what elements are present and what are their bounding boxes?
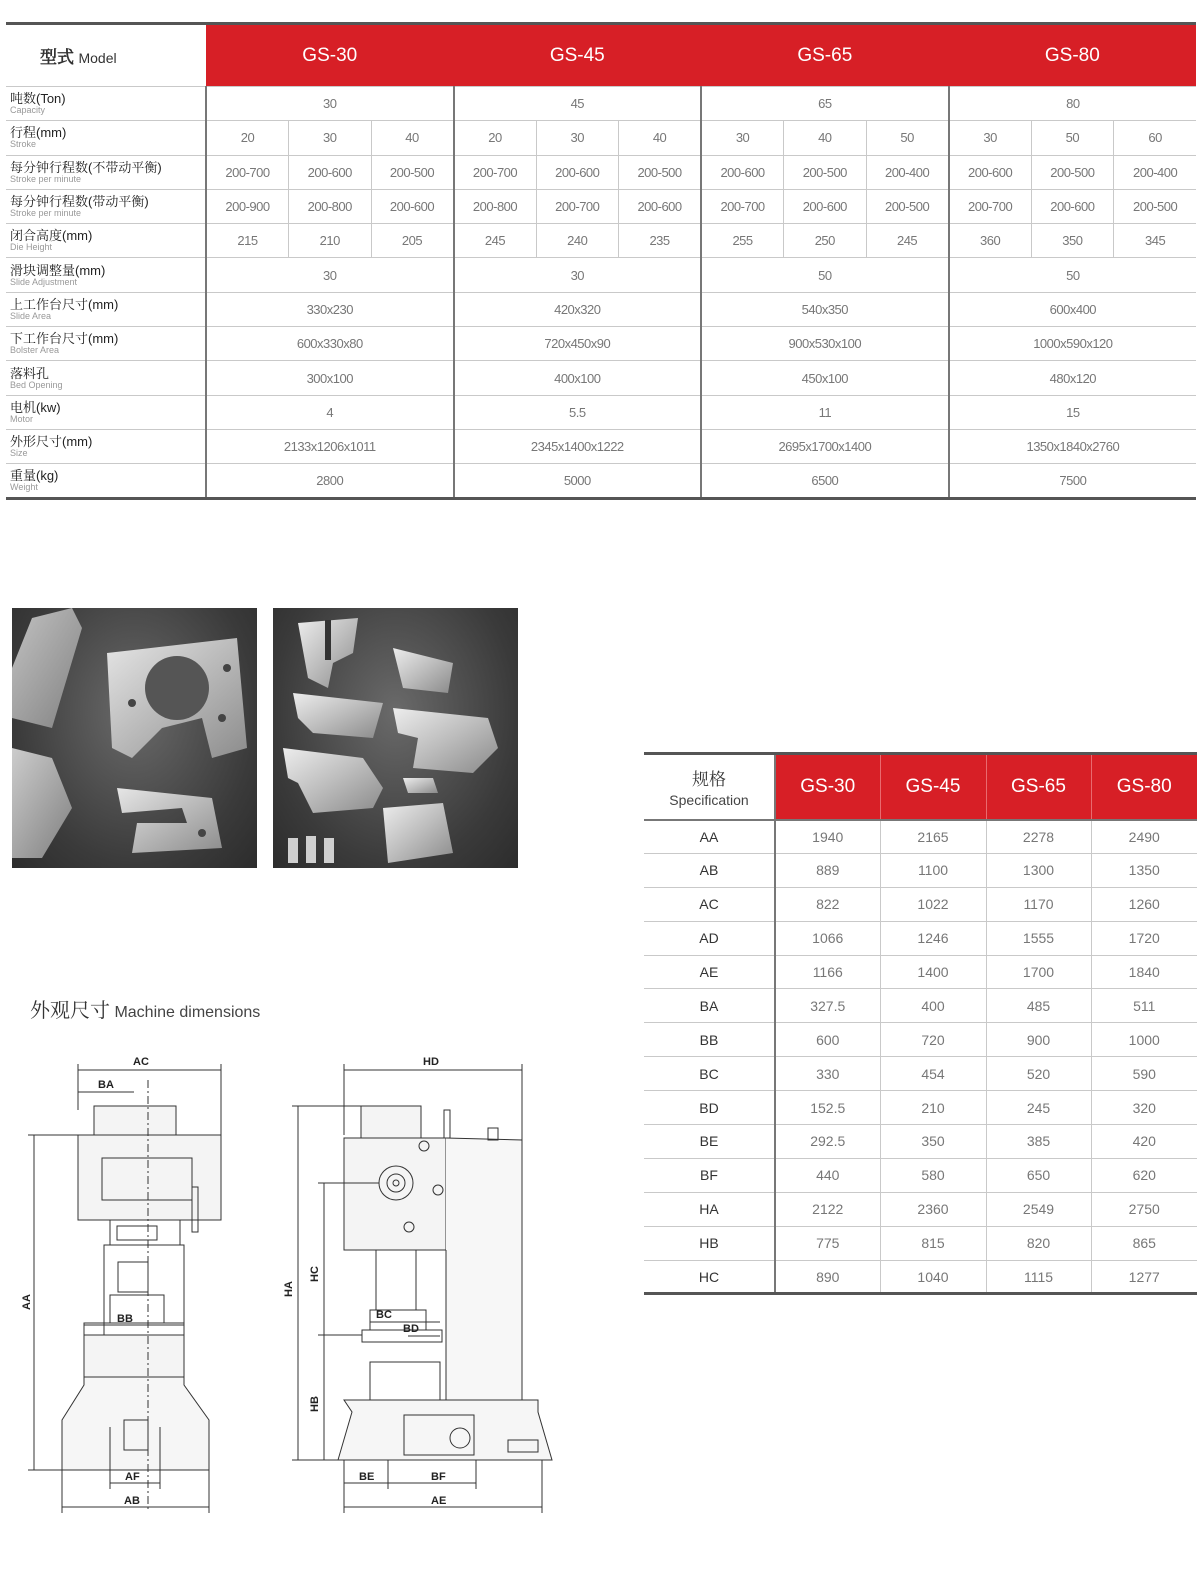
spec-cell: 4 [206, 395, 454, 429]
dim-row [644, 1192, 1197, 1226]
spec-cell: 200-900 [206, 189, 289, 223]
dim-value: 889 [775, 853, 880, 887]
spec-row-label-cn: 每分钟行程数(不带动平衡) [10, 159, 162, 175]
dim-value: 2278 [986, 820, 1091, 854]
spec-cell: 200-500 [1114, 189, 1197, 223]
dim-value: 1720 [1091, 921, 1197, 955]
spec-cell: 600x330x80 [206, 327, 454, 361]
dimensions-title-cn: 外观尺寸 [30, 1000, 110, 1022]
spec-cell: 200-600 [289, 155, 372, 189]
spec-cell: 350 [1031, 224, 1114, 258]
spec-cell: 30 [949, 121, 1032, 155]
dim-value: 1300 [986, 853, 1091, 887]
dim-value: 385 [986, 1125, 1091, 1159]
spec-header-en: Specification [669, 792, 749, 809]
dim-header-gs65: GS-65 [986, 754, 1091, 820]
dim-key: BA [644, 989, 775, 1023]
dim-value: 152.5 [775, 1091, 880, 1125]
stamped-parts-image-2 [273, 608, 518, 868]
dim-value: 2360 [880, 1192, 986, 1226]
dim-value: 1000 [1091, 1023, 1197, 1057]
spec-cell: 50 [1031, 121, 1114, 155]
dimensions-title-en: Machine dimensions [114, 1004, 261, 1021]
spec-cell: 7500 [949, 464, 1197, 498]
side-view-svg [276, 1040, 566, 1520]
spec-cell: 30 [289, 121, 372, 155]
dim-value: 2122 [775, 1192, 880, 1226]
spec-cell: 5000 [454, 464, 702, 498]
dim-value: 1260 [1091, 887, 1197, 921]
spec-cell: 1000x590x120 [949, 327, 1197, 361]
spec-cell: 6500 [701, 464, 949, 498]
spec-cell: 2695x1700x1400 [701, 429, 949, 463]
stamped-parts-photo-1 [12, 608, 257, 868]
dim-value: 400 [880, 989, 986, 1023]
dim-value: 900 [986, 1023, 1091, 1057]
dim-value: 1022 [880, 887, 986, 921]
spec-cell: 20 [454, 121, 537, 155]
dim-value: 292.5 [775, 1125, 880, 1159]
spec-cell: 480x120 [949, 361, 1197, 395]
spec-cell: 330x230 [206, 292, 454, 326]
dim-value: 1170 [986, 887, 1091, 921]
dim-row [644, 853, 1197, 887]
label-ha: HA [283, 1281, 295, 1297]
spec-cell: 400x100 [454, 361, 702, 395]
spec-cell: 30 [701, 121, 784, 155]
dim-header-row [644, 754, 1197, 820]
dim-header-gs30: GS-30 [775, 754, 880, 820]
dim-value: 327.5 [775, 989, 880, 1023]
spec-row-label [6, 395, 206, 429]
spec-row-label-en: Size [10, 448, 28, 459]
model-label-en: Model [78, 50, 117, 66]
dim-value: 2549 [986, 1192, 1091, 1226]
spec-row-label-cn: 上工作台尺寸(mm) [10, 296, 119, 312]
spec-header-row [6, 24, 1196, 87]
spec-row-label-cn: 落料孔 [10, 365, 50, 381]
spec-cell: 200-500 [866, 189, 949, 223]
dim-body [644, 820, 1197, 1294]
spec-cell: 200-700 [536, 189, 619, 223]
spec-cell: 5.5 [454, 395, 702, 429]
dim-key: BF [644, 1158, 775, 1192]
front-view-drawing [14, 1040, 254, 1520]
label-af: AF [125, 1471, 140, 1483]
label-ae: AE [431, 1495, 447, 1507]
spec-row-label-cn: 滑块调整量(mm) [10, 262, 106, 278]
dim-value: 2165 [880, 820, 986, 854]
label-hd: HD [423, 1056, 439, 1068]
dim-value: 720 [880, 1023, 986, 1057]
label-ba: BA [98, 1079, 114, 1091]
spec-row-label-cn: 下工作台尺寸(mm) [10, 331, 119, 347]
spec-cell: 200-800 [454, 189, 537, 223]
spec-cell: 205 [371, 224, 454, 258]
spec-row-label-en: Stroke per minute [10, 173, 82, 184]
dim-row [644, 1260, 1197, 1294]
spec-cell: 200-600 [949, 155, 1032, 189]
dim-row [644, 820, 1197, 854]
spec-cell: 80 [949, 87, 1197, 121]
label-be: BE [359, 1471, 375, 1483]
label-aa: AA [21, 1294, 33, 1310]
dim-value: 820 [986, 1226, 1091, 1260]
dim-value: 1040 [880, 1260, 986, 1294]
spec-row-label-en: Motor [10, 413, 34, 424]
spec-row-label-cn: 闭合高度(mm) [10, 228, 93, 244]
dim-value: 420 [1091, 1125, 1197, 1159]
dim-value: 210 [880, 1091, 986, 1125]
spec-row-label-en: Bolster Area [10, 345, 60, 356]
spec-cell: 200-600 [701, 155, 784, 189]
spec-cell: 200-600 [1031, 189, 1114, 223]
dim-value: 815 [880, 1226, 986, 1260]
dim-value: 890 [775, 1260, 880, 1294]
dim-value: 600 [775, 1023, 880, 1057]
spec-cell: 30 [206, 258, 454, 292]
dim-value: 1700 [986, 955, 1091, 989]
spec-row [6, 361, 1196, 395]
spec-cell: 200-500 [1031, 155, 1114, 189]
dim-key: BB [644, 1023, 775, 1057]
label-ac: AC [133, 1056, 149, 1068]
model-header-gs65: GS-65 [701, 24, 949, 87]
front-view-svg [14, 1040, 254, 1520]
dim-value: 320 [1091, 1091, 1197, 1125]
dim-value: 1066 [775, 921, 880, 955]
dim-value: 520 [986, 1057, 1091, 1091]
spec-cell: 210 [289, 224, 372, 258]
spec-row [6, 87, 1196, 121]
dim-row [644, 921, 1197, 955]
spec-cell: 200-600 [619, 189, 702, 223]
spec-row [6, 258, 1196, 292]
spec-cell: 200-400 [866, 155, 949, 189]
spec-cell: 11 [701, 395, 949, 429]
model-header-gs80: GS-80 [949, 24, 1197, 87]
spec-cell: 300x100 [206, 361, 454, 395]
dim-row [644, 1226, 1197, 1260]
spec-row [6, 189, 1196, 223]
spec-row-label-en: Capacity [10, 105, 46, 116]
spec-row [6, 429, 1196, 463]
spec-cell: 15 [949, 395, 1197, 429]
spec-cell: 2800 [206, 464, 454, 498]
stamped-parts-photo-2 [273, 608, 518, 868]
dim-value: 1555 [986, 921, 1091, 955]
spec-cell: 245 [866, 224, 949, 258]
spec-cell: 345 [1114, 224, 1197, 258]
label-bb: BB [117, 1313, 133, 1325]
spec-row-label-en: Slide Adjustment [10, 276, 78, 287]
dim-value: 590 [1091, 1057, 1197, 1091]
spec-row-label-cn: 行程(mm) [10, 125, 67, 141]
dim-value: 580 [880, 1158, 986, 1192]
dim-value: 1350 [1091, 853, 1197, 887]
spec-cell: 40 [784, 121, 867, 155]
dimensions-title [30, 994, 260, 1023]
spec-row-label-en: Stroke per minute [10, 208, 82, 219]
spec-cell: 360 [949, 224, 1032, 258]
spec-row [6, 224, 1196, 258]
spec-cell: 200-600 [536, 155, 619, 189]
spec-row [6, 464, 1196, 498]
dim-value: 650 [986, 1158, 1091, 1192]
spec-body [6, 87, 1196, 499]
spec-cell: 200-700 [949, 189, 1032, 223]
spec-cell: 200-500 [619, 155, 702, 189]
side-view-drawing [276, 1040, 566, 1520]
spec-header [644, 754, 775, 820]
spec-cell: 450x100 [701, 361, 949, 395]
spec-cell: 1350x1840x2760 [949, 429, 1197, 463]
spec-row-label [6, 155, 206, 189]
spec-cell: 720x450x90 [454, 327, 702, 361]
spec-row-label-cn: 重量(kg) [10, 467, 59, 483]
spec-cell: 420x320 [454, 292, 702, 326]
spec-row-label [6, 429, 206, 463]
spec-cell: 250 [784, 224, 867, 258]
label-hc: HC [309, 1266, 321, 1282]
spec-cell: 2133x1206x1011 [206, 429, 454, 463]
dim-key: AD [644, 921, 775, 955]
dim-value: 1400 [880, 955, 986, 989]
dim-value: 245 [986, 1091, 1091, 1125]
spec-cell: 60 [1114, 121, 1197, 155]
spec-cell: 235 [619, 224, 702, 258]
dim-value: 1246 [880, 921, 986, 955]
spec-cell: 30 [454, 258, 702, 292]
spec-row-label [6, 224, 206, 258]
dim-value: 1166 [775, 955, 880, 989]
dim-row [644, 1158, 1197, 1192]
spec-row-label-cn: 每分钟行程数(带动平衡) [10, 194, 149, 210]
spec-row-label [6, 121, 206, 155]
dim-key: BD [644, 1091, 775, 1125]
spec-cell: 200-600 [784, 189, 867, 223]
spec-cell: 50 [949, 258, 1197, 292]
spec-row-label [6, 361, 206, 395]
spec-cell: 45 [454, 87, 702, 121]
spec-cell: 200-600 [371, 189, 454, 223]
dim-key: AC [644, 887, 775, 921]
dim-value: 2750 [1091, 1192, 1197, 1226]
dim-value: 485 [986, 989, 1091, 1023]
model-header-gs30: GS-30 [206, 24, 454, 87]
spec-cell: 2345x1400x1222 [454, 429, 702, 463]
spec-row-label-en: Slide Area [10, 310, 52, 321]
dim-value: 620 [1091, 1158, 1197, 1192]
label-hb: HB [309, 1396, 321, 1412]
spec-cell: 30 [536, 121, 619, 155]
spec-cell: 50 [701, 258, 949, 292]
spec-cell: 900x530x100 [701, 327, 949, 361]
dim-header-gs45: GS-45 [880, 754, 986, 820]
dim-row [644, 1057, 1197, 1091]
dim-row [644, 955, 1197, 989]
spec-cell: 200-400 [1114, 155, 1197, 189]
dim-key: AA [644, 820, 775, 854]
dim-key: BC [644, 1057, 775, 1091]
model-header-gs45: GS-45 [454, 24, 702, 87]
dim-value: 865 [1091, 1226, 1197, 1260]
spec-table [6, 22, 1196, 500]
spec-row-label-en: Weight [10, 481, 38, 492]
spec-cell: 600x400 [949, 292, 1197, 326]
dim-value: 350 [880, 1125, 986, 1159]
dim-key: AB [644, 853, 775, 887]
dim-header-gs80: GS-80 [1091, 754, 1197, 820]
dim-key: AE [644, 955, 775, 989]
dim-key: BE [644, 1125, 775, 1159]
dim-value: 1100 [880, 853, 986, 887]
dim-value: 511 [1091, 989, 1197, 1023]
spec-cell: 255 [701, 224, 784, 258]
spec-row [6, 395, 1196, 429]
spec-row-label-cn: 电机(kw) [10, 399, 61, 415]
dim-value: 1277 [1091, 1260, 1197, 1294]
spec-row-label [6, 292, 206, 326]
spec-cell: 245 [454, 224, 537, 258]
spec-row-label [6, 189, 206, 223]
spec-cell: 40 [619, 121, 702, 155]
spec-cell: 200-800 [289, 189, 372, 223]
spec-row [6, 121, 1196, 155]
spec-cell: 200-500 [371, 155, 454, 189]
dimensions-table [644, 752, 1197, 1295]
dim-value: 1115 [986, 1260, 1091, 1294]
spec-row [6, 155, 1196, 189]
spec-row-label [6, 258, 206, 292]
dim-row [644, 1023, 1197, 1057]
dim-value: 454 [880, 1057, 986, 1091]
dim-value: 822 [775, 887, 880, 921]
dim-value: 1840 [1091, 955, 1197, 989]
label-bf: BF [431, 1471, 446, 1483]
spec-row-label-cn: 吨数(Ton) [10, 91, 66, 107]
label-bd: BD [403, 1323, 419, 1335]
spec-row-label [6, 87, 206, 121]
dim-value: 330 [775, 1057, 880, 1091]
label-ab: AB [124, 1495, 140, 1507]
spec-header-cn: 规格 [692, 770, 726, 790]
dim-value: 1940 [775, 820, 880, 854]
dim-key: HA [644, 1192, 775, 1226]
dim-value: 2490 [1091, 820, 1197, 854]
label-bc: BC [376, 1309, 392, 1321]
spec-cell: 200-700 [206, 155, 289, 189]
model-label-cn: 型式 [40, 48, 74, 67]
model-label [6, 24, 206, 87]
spec-row-label [6, 464, 206, 498]
spec-cell: 30 [206, 87, 454, 121]
spec-cell: 215 [206, 224, 289, 258]
dim-value: 775 [775, 1226, 880, 1260]
dim-key: HC [644, 1260, 775, 1294]
spec-row-label-en: Die Height [10, 242, 53, 253]
spec-cell: 200-700 [454, 155, 537, 189]
spec-cell: 40 [371, 121, 454, 155]
spec-row [6, 292, 1196, 326]
spec-row-label-en: Bed Opening [10, 379, 63, 390]
spec-cell: 65 [701, 87, 949, 121]
dim-row [644, 989, 1197, 1023]
dim-row [644, 887, 1197, 921]
spec-cell: 240 [536, 224, 619, 258]
dim-row [644, 1091, 1197, 1125]
spec-row-label-en: Stroke [10, 139, 37, 150]
spec-cell: 200-500 [784, 155, 867, 189]
spec-cell: 20 [206, 121, 289, 155]
spec-cell: 540x350 [701, 292, 949, 326]
spec-cell: 50 [866, 121, 949, 155]
stamped-parts-image-1 [12, 608, 257, 868]
spec-row [6, 327, 1196, 361]
dim-row [644, 1125, 1197, 1159]
spec-cell: 200-700 [701, 189, 784, 223]
spec-row-label [6, 327, 206, 361]
dim-value: 440 [775, 1158, 880, 1192]
dim-key: HB [644, 1226, 775, 1260]
spec-row-label-cn: 外形尺寸(mm) [10, 434, 93, 450]
